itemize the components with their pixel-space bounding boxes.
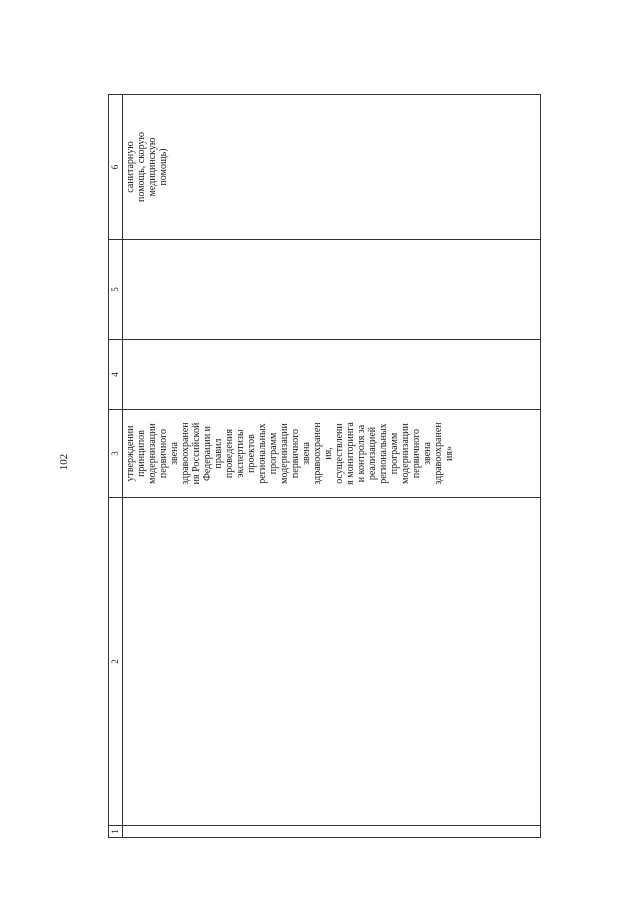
column-header-3: 3 — [109, 410, 123, 498]
table-row — [123, 95, 541, 838]
table-cell-col1 — [123, 826, 541, 838]
column-header-5: 5 — [109, 240, 123, 340]
table-cell-col2 — [123, 498, 541, 826]
column-header-6: 6 — [109, 95, 123, 240]
table-cell-col3 — [123, 410, 541, 498]
column-header-1: 1 — [109, 826, 123, 838]
column-header-2: 2 — [109, 498, 123, 826]
column-header-4: 4 — [109, 340, 123, 410]
cell-text-col3: утверждении принципов модернизации первичного звена здравоохранен ия Российской Федерации и правил проведения экспертизы проектов региональных программ модернизации первичного звена здравоохранен ия, осуществлени я мониторинга и контроля за реализацией региональных программ модернизации первичного звена здравоохранен ия» — [125, 422, 455, 485]
table-cell-col4 — [123, 340, 541, 410]
table-cell-col6 — [123, 95, 541, 240]
table-header-row — [109, 95, 123, 838]
cell-text-col6: санитарную помощь, скорую медицинскую помощь) — [125, 132, 169, 202]
table-cell-col5 — [123, 240, 541, 340]
rotated-table-container — [108, 95, 541, 838]
page-number: 102 — [58, 453, 70, 471]
document-table — [108, 94, 541, 838]
